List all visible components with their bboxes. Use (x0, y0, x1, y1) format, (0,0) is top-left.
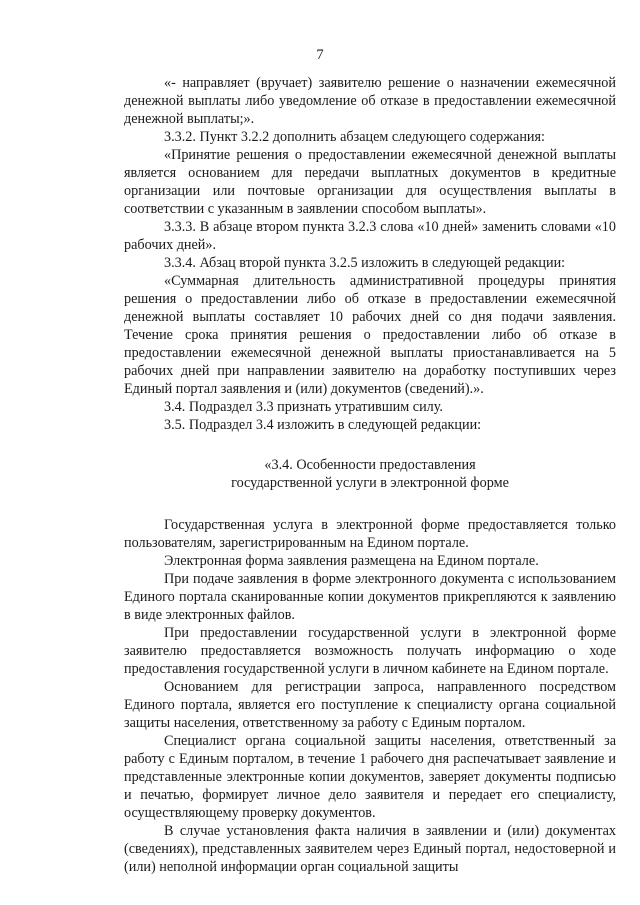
paragraph: Электронная форма заявления размещена на Едином портале. (164, 553, 539, 569)
section-title-line: «3.4. Особенности предоставления (264, 457, 476, 473)
paragraph: В случае установления факта наличия в заявлении и (или) документах (сведениях), представленных заявителем через Единый портал, недостоверной и (или) неполной информации орган социальной защиты (124, 823, 616, 875)
paragraph: Основанием для регистрации запроса, направленного посредством Единого портала, является его поступление к специалисту органа социальной защиты населения, ответственному за работу с Единым порталом. (124, 679, 616, 731)
paragraph: Государственная услуга в электронной форме предоставляется только пользователям, зарегистрированным на Едином портале. (124, 517, 616, 551)
paragraph: «Суммарная длительность административной процедуры принятия решения о предоставлении либо об отказе в предоставлении ежемесячной денежной выплаты составляет 10 рабочих дней со дня подачи заявления. Течение срока принятия решения о предоставлении либо об отказе в предоставлении ежемесячной денежной выплаты приостанавливается на 5 рабочих дней при направлении заявителю на доработку поступивших через Единый портал заявления и (или) документов (сведений).». (124, 273, 616, 397)
paragraph: 3.3.4. Абзац второй пункта 3.2.5 изложить в следующей редакции: (164, 255, 566, 271)
paragraph: 3.3.2. Пункт 3.2.2 дополнить абзацем следующего содержания: (164, 129, 545, 145)
paragraph: Специалист органа социальной защиты населения, ответственный за работу с Единым порталом, в течение 1 рабочего дня распечатывает заявление и представленные электронные копии документов, заверяет документы подписью и печатью, формирует личное дело заявителя и передает его специалисту, осуществляющему проверку документов. (124, 733, 616, 821)
paragraph: 3.3.3. В абзаце втором пункта 3.2.3 слова «10 дней» заменить словами «10 рабочих дней». (124, 219, 616, 253)
paragraph: При предоставлении государственной услуги в электронной форме заявителю предоставляется возможность получать информацию о ходе предоставления государственной услуги в личном кабинете на Едином портале. (124, 625, 616, 677)
section-title-line: государственной услуги в электронной форме (231, 475, 509, 491)
paragraph: «Принятие решения о предоставлении ежемесячной денежной выплаты является основанием для передачи выплатных документов в кредитные организации или почтовые организации для осуществления выплаты в соответствии с указанным в заявлении способом выплаты». (124, 147, 616, 217)
paragraph: При подаче заявления в форме электронного документа с использованием Единого портала сканированные копии документов прикрепляются к заявлению в виде электронных файлов. (124, 571, 616, 623)
document-body (124, 74, 616, 876)
paragraph: 3.4. Подраздел 3.3 признать утратившим силу. (164, 399, 443, 415)
paragraph: 3.5. Подраздел 3.4 изложить в следующей редакции: (164, 417, 482, 433)
page-number: 7 (316, 47, 324, 63)
paragraph: «- направляет (вручает) заявителю решение о назначении ежемесячной денежной выплаты либо уведомление об отказе в предоставлении ежемесячной денежной выплаты;». (124, 75, 616, 127)
section-title (124, 456, 616, 492)
